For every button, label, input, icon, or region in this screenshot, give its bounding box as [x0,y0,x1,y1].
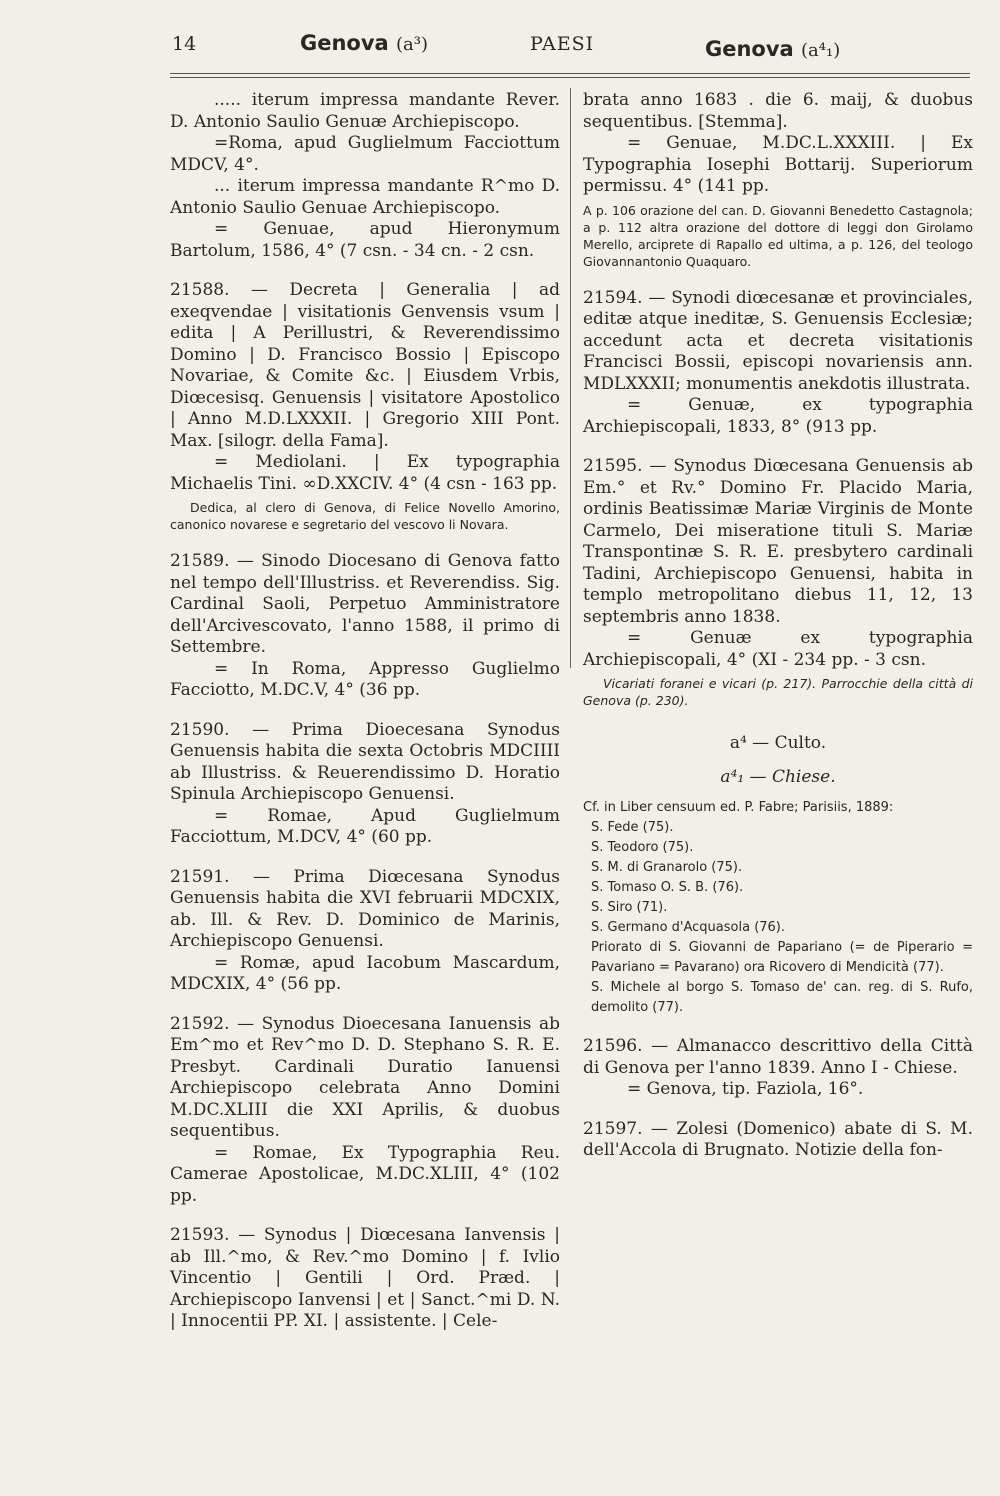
list-item: S. Siro (71). [591,900,668,915]
entry-text: 21596. — Almanacco descrittivo della Città di Genova per l'anno 1839. Anno I - Chiese. [583,1036,973,1078]
entry-text: 21588. — Decreta | Generalia | ad exeqvendae | visitationis Genvensis vsum | edita | A Perillustri, & Reverendissimo Domino | D. Francisco Bossio | Episcopo Novariae, & Comite &c. | Eiusdem Vrbis, Diœcesisq. Genuensis | visitatore Apostolico | Anno M.D.LXXXII. | Gregorio XIII Pont. Max. [silogr. della Fama]. [170,280,560,451]
entry-text: 21595. — Synodus Diœcesana Genuensis ab Em.° et Rv.° Domino Fr. Placido Maria, ordinis Beatissimæ Mariæ Virginis de Monte Carmelo, Dei miseratione tituli S. Mariæ Transpontinæ S. R. E. presbytero cardinali Tadini, Archiepiscopo Genuensi, habita in templo metropolitano diebus 11, 12, 13 septembris anno 1838. [583,456,973,627]
section-heading: a⁴ — Culto. [729,733,827,753]
entry-text: brata anno 1683 . die 6. maij, & duobus sequentibus. [Stemma]. [583,90,973,132]
entry-imprint: = Genuae, M.DC.L.XXXIII. | Ex Typographia Iosephi Bottarij. Superiorum permissu. 4° (141 pp. [583,133,973,196]
paragraph: ... iterum impressa mandante R^mo D. Antonio Saulio Genuae Archiepiscopo. [170,176,560,218]
page-header [0,0,1000,80]
list-item: S. Tomaso O. S. B. (76). [591,880,744,895]
section-culto [583,733,973,1018]
entry-note: A p. 106 orazione del can. D. Giovanni Benedetto Castagnola; a p. 112 altra orazione del dottore di leggi don Girolamo Merello, arciprete di Rapallo ed ultima, a p. 126, del teologo Giovannantonio Quaquaro. [583,202,973,269]
entry-imprint: = Mediolani. | Ex typographia Michaelis Tini. ∞D.XXCIV. 4° (4 csn - 163 pp. [170,452,560,494]
entry-text: 21590. — Prima Dioecesana Synodus Genuensis habita die sexta Octobris MDCIIII ab Illustriss. & Reuerendissimo D. Horatio Spinula Archiepiscopo Genuensi. [170,719,560,804]
section-subheading: a⁴₁ — Chiese. [720,766,836,787]
entry-21595 [583,456,973,709]
entry-21597 [583,1119,973,1162]
entry-continued [170,90,560,262]
entry-21591 [170,867,560,996]
header-rule [170,73,970,74]
entry-text: 21592. — Synodus Dioecesana Ianuensis ab Em^mo et Rev^mo D. D. Stephano S. R. E. Presbyt. Cardinali Duratio Ianuensi Archiepiscopo celebrata Anno Domini M.DC.XLIII die XXI Aprilis, & duobus sequentibus. [170,1013,560,1141]
entry-21593-continued [583,90,973,270]
entry-text: 21597. — Zolesi (Domenico) abate di S. M. dell'Accola di Brugnato. Notizie della fon- [583,1118,973,1160]
entry-imprint: = In Roma, Appresso Guglielmo Facciotto, M.DC.V, 4° (36 pp. [170,658,560,700]
entry-text: 21593. — Synodus | Diœcesana Ianvensis | ab Ill.^mo, & Rev.^mo Domino | f. Ivlio Vincentio | Gentili | Ord. Præd. | Archiepiscopo Ianvensi | et | Sanct.^mi D. N. | Innocentii PP. XI. | assistente. | Cele- [170,1225,560,1331]
list-item: S. Fede (75). [591,820,674,835]
church-list [583,798,973,1018]
entry-imprint: = Genova, tip. Faziola, 16°. [627,1079,864,1099]
running-title-right: Genova (a⁴₁) [705,37,841,61]
running-title-left: Genova (a³) [300,31,429,55]
list-item: S. Michele al borgo S. Tomaso de' can. reg. di S. Rufo, demolito (77). [591,980,973,1015]
entry-text: 21589. — Sinodo Diocesano di Genova fatto nel tempo dell'Illustriss. et Reverendiss. Sig. Cardinal Saoli, Perpetuo Amministratore dell'Arcivescovato, l'anno 1588, il primo di Settembre. [170,551,560,657]
list-intro: Cf. in Liber censuum ed. P. Fabre; Parisiis, 1889: [583,800,894,815]
running-title-right-sub: (a⁴₁) [801,40,841,61]
left-column [170,86,560,1333]
entry-21594 [583,288,973,439]
entry-21589 [170,551,560,702]
column-divider [570,88,571,668]
entry-text: 21591. — Prima Diœcesana Synodus Genuensis habita die XVI februarii MDCXIX, ab. Ill. & Rev. D. Dominico de Marinis, Archiepiscopo Genuensi. [170,866,560,951]
paragraph: ..... iterum impressa mandante Rever. D. Antonio Saulio Genuæ Archiepiscopo. [170,90,560,132]
entry-21592 [170,1014,560,1208]
entry-21590 [170,720,560,849]
list-item: S. Teodoro (75). [591,840,694,855]
entry-imprint: = Romæ, apud Iacobum Mascardum, MDCXIX, 4° (56 pp. [170,952,560,994]
running-title-left-sub: (a³) [396,34,429,55]
header-rule-double [170,77,970,78]
paragraph: = Genuae, apud Hieronymum Bartolum, 1586, 4° (7 csn. - 34 cn. - 2 csn. [170,219,560,261]
entry-21596 [583,1036,973,1101]
entry-21588 [170,280,560,533]
list-item: S. M. di Granarolo (75). [591,860,743,875]
entry-imprint: = Genuæ ex typographia Archiepiscopali, 4° (XI - 234 pp. - 3 csn. [583,628,973,670]
list-item: Priorato di S. Giovanni de Papariano (= de Piperario = Pavariano = Pavarano) ora Ricovero di Mendicità (77). [591,940,973,975]
entry-imprint: = Romae, Ex Typographia Reu. Camerae Apostolicae, M.DC.XLIII, 4° (102 pp. [170,1142,560,1206]
right-column [583,86,973,1162]
entry-21593 [170,1225,560,1333]
entry-note: Vicariati foranei e vicari (p. 217). Parrocchie della città di Genova (p. 230). [583,676,973,708]
paragraph: =Roma, apud Guglielmum Facciottum MDCV, 4°. [170,133,560,175]
list-item: S. Germano d'Acquasola (76). [591,920,786,935]
entry-imprint: = Genuæ, ex typographia Archiepiscopali, 1833, 8° (913 pp. [583,395,973,437]
entry-text: 21594. — Synodi diœcesanæ et provinciales, editæ atque ineditæ, S. Genuensis Ecclesiæ; accedunt acta et decreta visitationis Francisci Bossii, episcopi novariensis ann. MDLXXXII; monumentis anekdotis illustrata. [583,287,973,394]
entry-imprint: = Romae, Apud Guglielmum Facciottum, M.DCV, 4° (60 pp. [170,805,560,847]
page-number: 14 [172,33,197,55]
entry-note: Dedica, al clero di Genova, di Felice Novello Amorino, canonico novarese e segretario del vescovo li Novara. [170,500,560,532]
running-title-center: PAESI [530,33,595,55]
